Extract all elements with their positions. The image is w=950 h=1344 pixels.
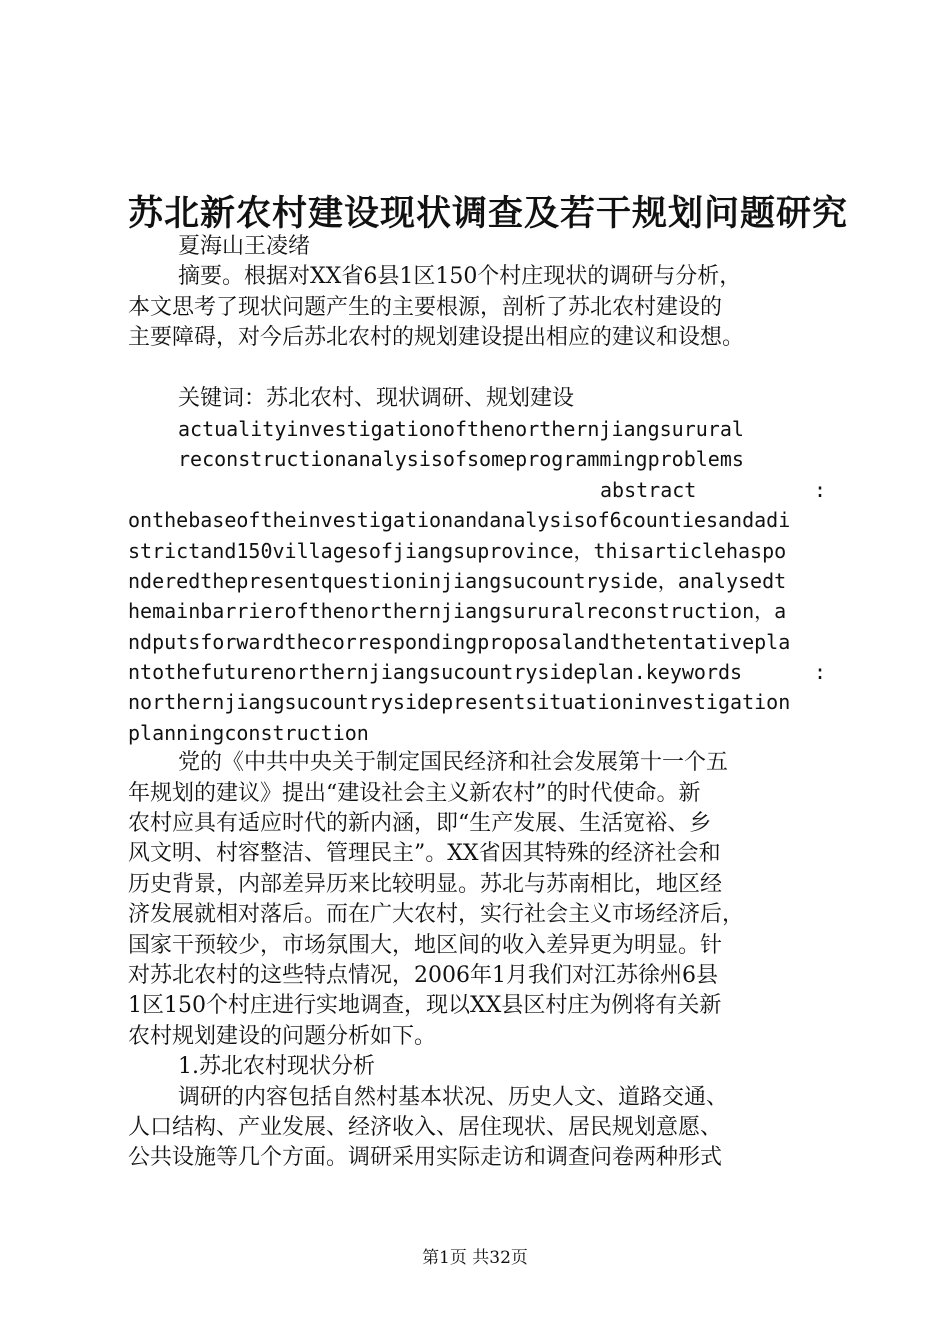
keywords-en-colon: : [813, 660, 826, 685]
keywords-cn: 关键词：苏北农村、现状调研、规划建设 [178, 385, 575, 411]
english-title-line: reconstructionanalysisofsomeprogrammingproblems [178, 447, 744, 472]
abstract-en-line: ndputsforwardthecorrespondingproposalandthetentativepla [128, 629, 791, 654]
section-line: 人口结构、产业发展、经济收入、居住现状、居民规划意愿、 [128, 1114, 723, 1140]
intro-line: 1区150个村庄进行实地调查，现以XX县区村庄为例将有关新 [128, 993, 722, 1019]
intro-line: 国家干预较少，市场氛围大，地区间的收入差异更为明显。针 [128, 932, 723, 958]
abstract-en-line: strictand150villagesofjiangsuprovince，thisarticlehaspo [128, 538, 787, 563]
section-line: 公共设施等几个方面。调研采用实际走访和调查问卷两种形式 [128, 1145, 723, 1171]
section-line: 调研的内容包括自然村基本状况、历史人文、道路交通、 [178, 1084, 729, 1110]
intro-line: 年规划的建议》提出“建设社会主义新农村”的时代使命。新 [128, 780, 701, 806]
intro-line: 济发展就相对落后。而在广大农村，实行社会主义市场经济后， [128, 902, 745, 928]
paragraph-gap [128, 354, 836, 384]
intro-line: 农村规划建设的问题分析如下。 [128, 1023, 437, 1049]
authors: 夏海山王凌绪 [178, 234, 311, 259]
abstract-en-line: onthebaseoftheinvestigationandanalysisof6countiesandadi [128, 508, 791, 533]
abstract-en-line: nderedthepresentquestioninjiangsucountryside，analysedt [128, 568, 787, 593]
abstract-en-last-row [128, 657, 836, 687]
intro-line: 风文明、村容整洁、管理民主”。XX省因其特殊的经济社会和 [128, 841, 721, 867]
abstract-en-colon: : [813, 477, 826, 502]
abstract-cn-line: 摘要。根据对XX省6县1区150个村庄现状的调研与分析， [178, 264, 742, 290]
page-title: 苏北新农村建设现状调查及若干规划问题研究 [128, 194, 849, 234]
section-heading: 1.苏北农村现状分析 [178, 1054, 375, 1080]
abstract-cn-line: 主要障碍，对今后苏北农村的规划建设提出相应的建议和设想。 [128, 325, 745, 351]
abstract-en-label-row [128, 475, 836, 505]
abstract-en-label: abstract [600, 477, 697, 502]
intro-line: 农村应具有适应时代的新内涵，即“生产发展、生活宽裕、乡 [128, 811, 712, 837]
intro-line: 对苏北农村的这些特点情况，2006年1月我们对江苏徐州6县 [128, 962, 718, 988]
abstract-cn-line: 本文思考了现状问题产生的主要根源，剖析了苏北农村建设的 [128, 294, 723, 320]
english-title-line: actualityinvestigationofthenorthernjiangsurural [178, 416, 744, 441]
page-footer: 第1页 共32页 [422, 1248, 528, 1268]
abstract-en-last: ntothefuturenorthernjiangsucountrysideplan.keywords [128, 660, 743, 685]
intro-line: 历史背景，内部差异历来比较明显。苏北与苏南相比，地区经 [128, 871, 723, 897]
keywords-en-line: northernjiangsucountrysidepresentsituationinvestigation [128, 690, 791, 715]
document-body [128, 232, 836, 1174]
intro-line: 党的《中共中央关于制定国民经济和社会发展第十一个五 [178, 750, 729, 776]
abstract-en-line: hemainbarrierofthenorthernjiangsururalreconstruction，a [128, 599, 787, 624]
keywords-en-line: planningconstruction [128, 720, 369, 745]
